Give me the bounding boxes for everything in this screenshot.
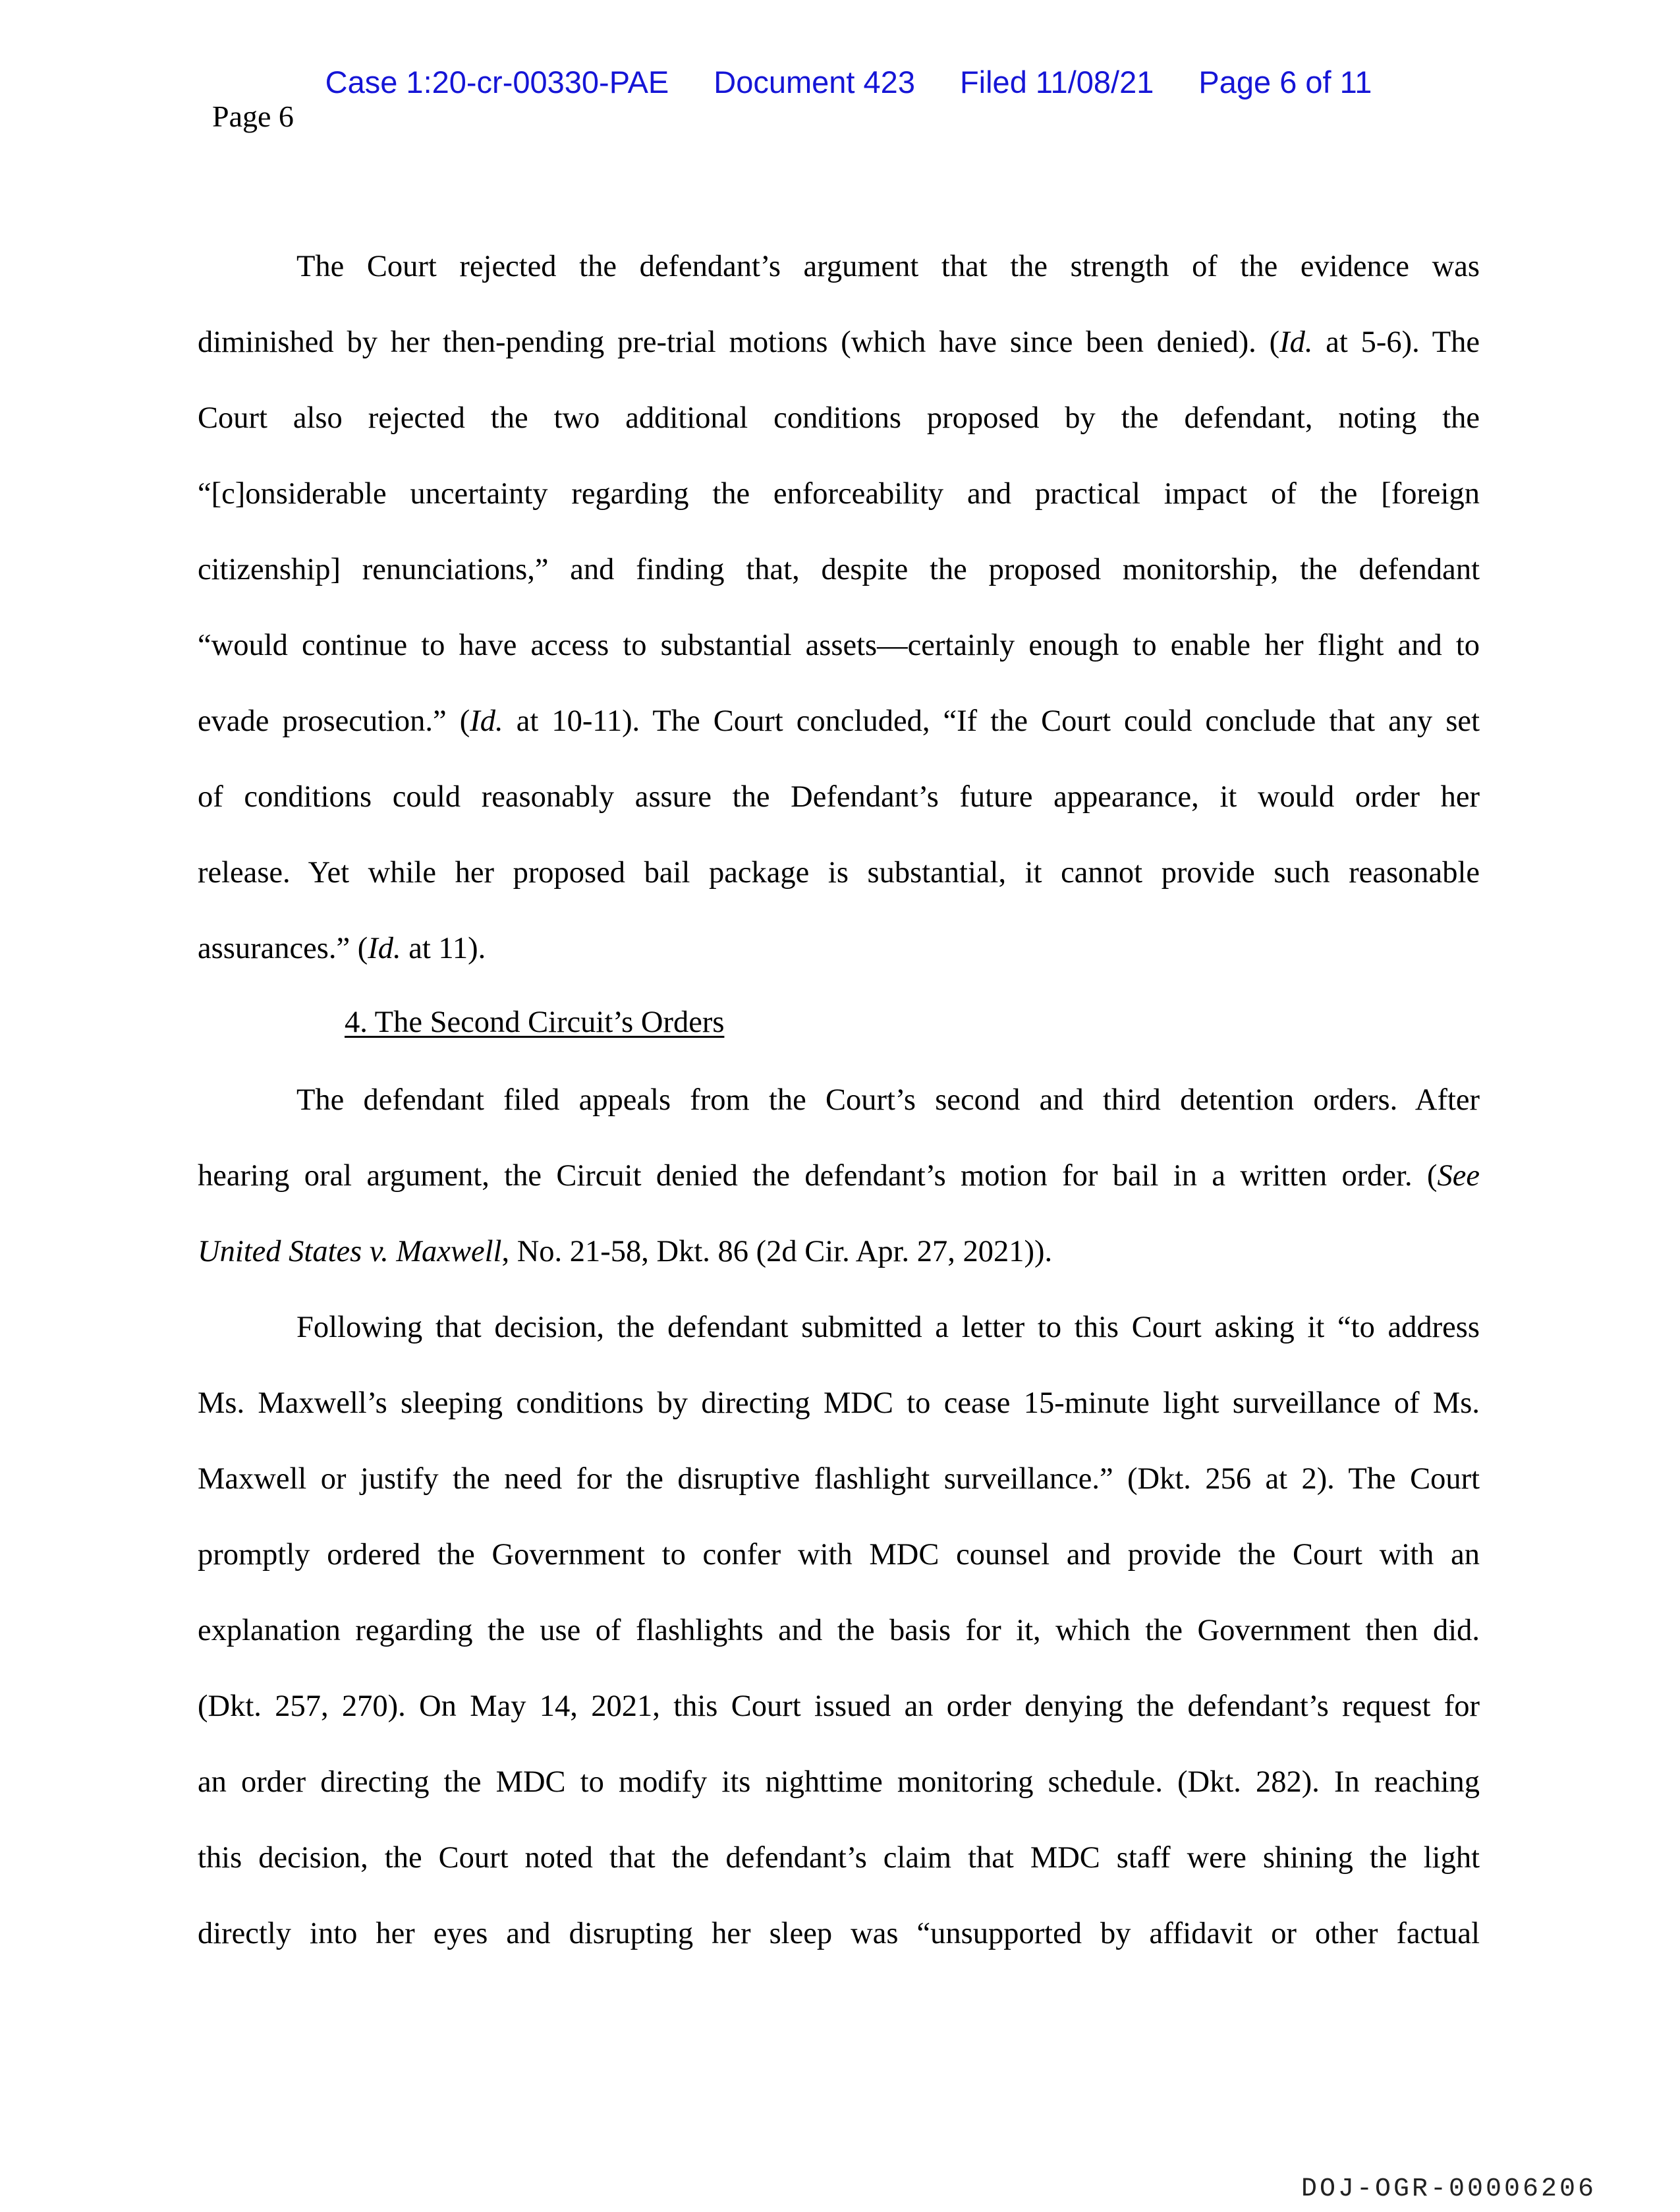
body-line [198, 929, 1480, 969]
body-line [198, 1384, 1480, 1423]
body-line [198, 702, 1480, 741]
body-line [198, 778, 1480, 817]
line-text: promptly ordered the Government to confer with MDC counsel and provide the Court with an [198, 1538, 1480, 1572]
line-text: this decision, the Court noted that the defendant’s claim that MDC staff were shining the light [198, 1841, 1480, 1875]
line-text: assurances.” ( [198, 932, 368, 965]
body-line [198, 1232, 1480, 1272]
body-line [198, 1081, 1480, 1120]
filed-date: Filed 11/08/21 [959, 65, 1154, 99]
body-line [198, 1914, 1480, 1954]
line-text: citizenship] renunciations,” and finding that, despite the proposed monitorship, the defendant [198, 553, 1480, 586]
line-text: , No. 21-58, Dkt. 86 (2d Cir. Apr. 27, 2021)). [501, 1235, 1053, 1268]
body-line [198, 1460, 1480, 1499]
line-text: evade prosecution.” ( [198, 704, 470, 738]
line-text: “would continue to have access to substantial assets—certainly enough to enable her flight and to [198, 629, 1480, 662]
line-text: The Court rejected the defendant’s argument that the strength of the evidence was [296, 250, 1480, 283]
body-line [198, 323, 1480, 362]
section-heading: 4. The Second Circuit’s Orders [345, 1006, 725, 1039]
line-text: Following that decision, the defendant submitted a letter to this Court asking it “to address [296, 1311, 1480, 1344]
citation-italic: Id. [368, 932, 401, 965]
body-line [198, 1611, 1480, 1651]
body-line [198, 1156, 1480, 1196]
body-line [198, 1535, 1480, 1575]
body-line [198, 1308, 1480, 1347]
body-line [198, 853, 1480, 893]
case-number: Case 1:20-cr-00330-PAE [325, 65, 669, 99]
body-line [198, 399, 1480, 438]
body-line [198, 1838, 1480, 1878]
body-line [198, 626, 1480, 666]
line-text: Court also rejected the two additional conditions proposed by the defendant, noting the [198, 401, 1480, 435]
line-text: an order directing the MDC to modify its nighttime monitoring schedule. (Dkt. 282). In reaching [198, 1765, 1480, 1799]
line-text: hearing oral argument, the Circuit denied the defendant’s motion for bail in a written order. ( [198, 1159, 1438, 1193]
line-text: directly into her eyes and disrupting her sleep was “unsupported by affidavit or other factual [198, 1917, 1480, 1950]
page-label: Page 6 [212, 99, 294, 133]
body-line [198, 550, 1480, 590]
line-text: at 11). [401, 932, 486, 965]
body-line [198, 1687, 1480, 1726]
citation-italic: Id. [1279, 326, 1313, 359]
citation-italic: Id. [470, 704, 503, 738]
citation-italic: United States v. Maxwell [198, 1235, 502, 1268]
page-count: Page 6 of 11 [1198, 65, 1372, 99]
line-text: The defendant filed appeals from the Court’s second and third detention orders. After [296, 1083, 1480, 1117]
document-number: Document 423 [714, 65, 915, 99]
citation-italic: See [1437, 1159, 1480, 1193]
line-text: release. Yet while her proposed bail package is substantial, it cannot provide such reasonable [198, 856, 1480, 890]
bates-number: DOJ-OGR-00006206 [1301, 2174, 1597, 2204]
line-text: Ms. Maxwell’s sleeping conditions by directing MDC to cease 15-minute light surveillance of Ms. [198, 1386, 1480, 1420]
line-text: of conditions could reasonably assure the Defendant’s future appearance, it would order her [198, 780, 1480, 814]
line-text: “[c]onsiderable uncertainty regarding the enforceability and practical impact of the [foreign [198, 477, 1480, 511]
case-header [0, 28, 1680, 100]
line-text: explanation regarding the use of flashlights and the basis for it, which the Government then did. [198, 1614, 1480, 1647]
body-line [198, 247, 1480, 287]
line-text: at 5-6). The [1312, 326, 1480, 359]
line-text: diminished by her then-pending pre-trial motions (which have since been denied). ( [198, 326, 1280, 359]
body-line [198, 474, 1480, 514]
line-text: at 10-11). The Court concluded, “If the Court could conclude that any set [503, 704, 1480, 738]
line-text: Maxwell or justify the need for the disruptive flashlight surveillance.” (Dkt. 256 at 2). The Court [198, 1462, 1480, 1496]
line-text: (Dkt. 257, 270). On May 14, 2021, this Court issued an order denying the defendant’s request for [198, 1689, 1480, 1723]
body-line [198, 1763, 1480, 1802]
